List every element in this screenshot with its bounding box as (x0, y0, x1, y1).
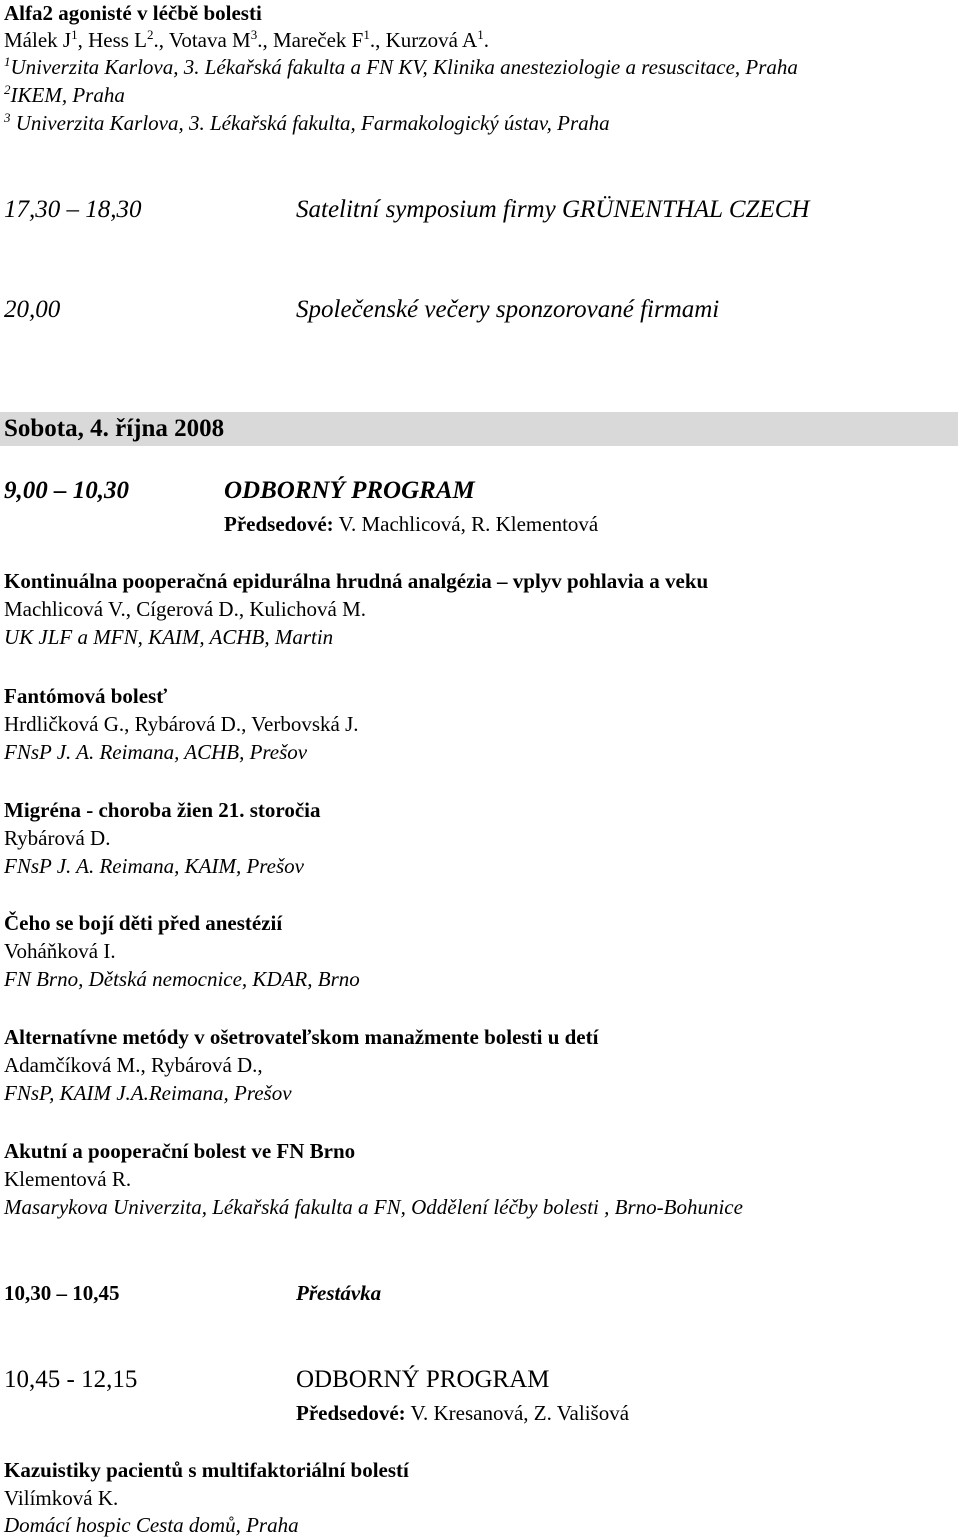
author-list: Málek $J^1$, Hess $L^2$., Votava $M^3$., Mareček $F^1$., Kurzová $A^1$. (4, 27, 489, 52)
event-title: Společenské večery sponzorované firmami (296, 296, 720, 323)
day-header (0, 412, 958, 446)
event-time: 17,30 – 18,30 (4, 196, 142, 223)
talk-title: Kazuistiky pacientů s multifaktoriální bolestí (4, 1458, 409, 1482)
talk-title: Akutní a pooperační bolest ve FN Brno (4, 1139, 356, 1163)
talk-place: UK JLF a MFN, KAIM, ACHB, Martin (4, 625, 334, 649)
author: Málek J (4, 28, 72, 52)
affiliation-2: $^2$IKEM, Praha (4, 82, 125, 107)
event-title: Satelitní symposium firmy GRÜNENTHAL CZECH (296, 196, 810, 223)
talk-place: FNsP, KAIM J.A.Reimana, Prešov (4, 1081, 292, 1105)
author: Kurzová A (385, 28, 478, 52)
author: Mareček F (272, 28, 364, 52)
session-time: 10,45 - 12,15 (4, 1366, 138, 1393)
talk-place: FN Brno, Dětská nemocnice, KDAR, Brno (4, 967, 360, 991)
talk-authors: Machlicová V., Cígerová D., Kulichová M. (4, 597, 366, 621)
author: Votava M (168, 28, 251, 52)
talk-authors: Vilímková K. (4, 1486, 119, 1510)
talk-authors: Klementová R. (4, 1167, 132, 1191)
break-time: 10,30 – 10,45 (4, 1281, 120, 1305)
talk-title: Alternatívne metódy v ošetrovateľskom manažmente bolesti u detí (4, 1025, 599, 1049)
talk-place: FNsP J. A. Reimana, KAIM, Prešov (4, 854, 304, 878)
talk-title: Fantómová bolesť (4, 684, 168, 708)
event-time: 20,00 (4, 296, 61, 323)
talk-place: FNsP J. A. Reimana, ACHB, Prešov (4, 740, 308, 764)
session-title: ODBORNÝ PROGRAM (296, 1366, 550, 1393)
day-label: Sobota, 4. října 2008 (4, 415, 225, 442)
talk-authors: Adamčíková M., Rybárová D., (4, 1053, 263, 1077)
talk-authors: Voháňková I. (4, 939, 116, 963)
talk-title: Čeho se bojí děti před anestézií (4, 911, 283, 935)
author: Hess L (88, 28, 147, 52)
affiliation-3: $^3$ Univerzita Karlova, 3. Lékařská fakulta, Farmakologický ústav, Praha (4, 110, 610, 135)
session-chairs: Předsedové: V. Kresanová, Z. Vališová (296, 1401, 630, 1425)
talk-title: Kontinuálna pooperačná epidurálna hrudná analgézia – vplyv pohlavia a veku (4, 569, 709, 593)
talk-title: Migréna - choroba žien 21. storočia (4, 798, 321, 822)
session-chairs: Předsedové: V. Machlicová, R. Klementová (224, 512, 599, 536)
talk-authors: Hrdličková G., Rybárová D., Verbovská J. (4, 712, 359, 736)
talk-place: Domácí hospic Cesta domů, Praha (4, 1513, 299, 1537)
talk-authors: Rybárová D. (4, 826, 111, 850)
affiliation-1: $^1$Univerzita Karlova, 3. Lékařská fakulta a FN KV, Klinika anesteziologie a resuscitace, Praha (4, 54, 798, 79)
session-time: 9,00 – 10,30 (4, 477, 129, 504)
break-title: Přestávka (296, 1281, 382, 1305)
session-title: ODBORNÝ PROGRAM (224, 477, 475, 504)
paper-title: Alfa2 agonisté v léčbě bolesti (4, 1, 262, 25)
talk-place: Masarykova Univerzita, Lékařská fakulta a FN, Oddělení léčby bolesti , Brno-Bohunice (4, 1195, 743, 1219)
